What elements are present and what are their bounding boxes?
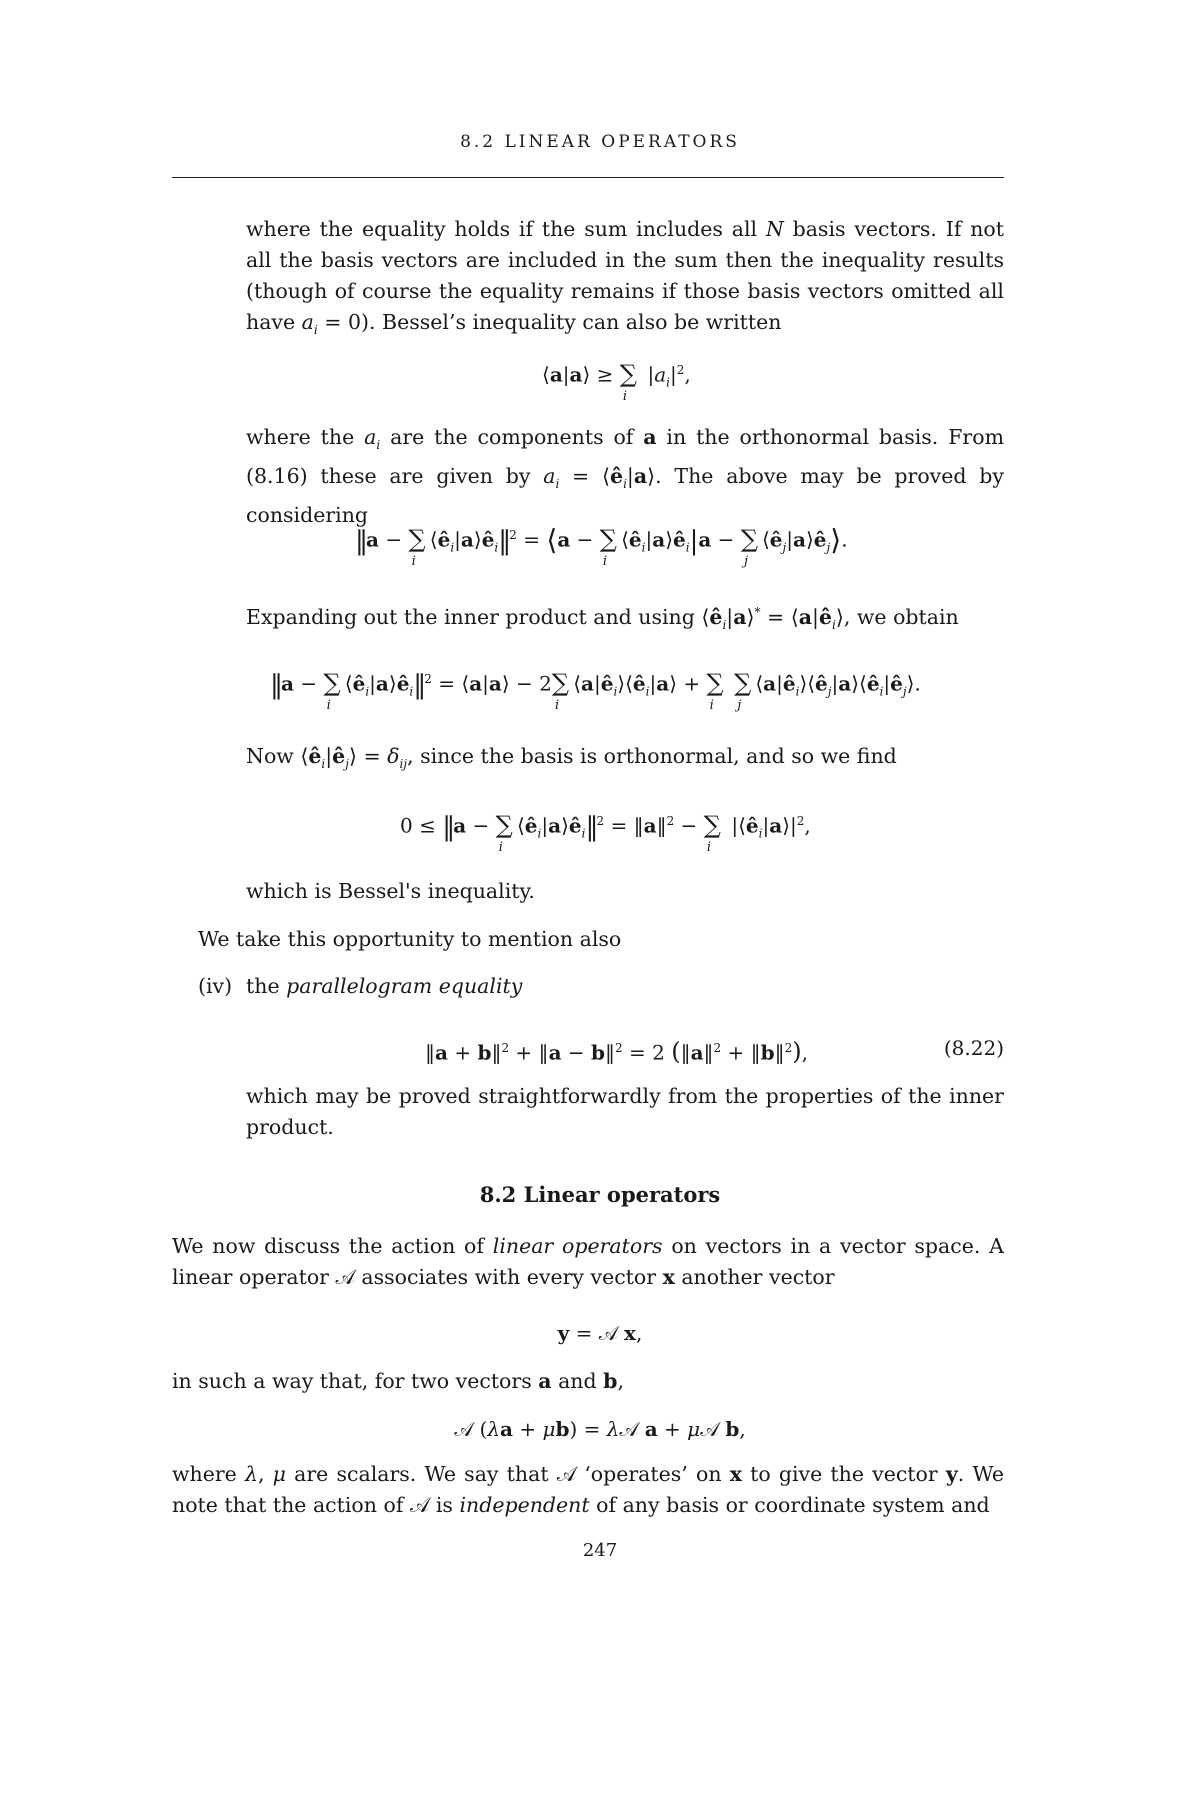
paragraph-orthonormal: Now $⟨ê_i|ê_j⟩ = \delta_{ij}$, since the basis is orthonormal, and so we find: [246, 744, 897, 772]
running-head: 8.2 LINEAR OPERATORS: [460, 132, 740, 152]
header-rule: [172, 177, 1004, 178]
paragraph-mention: We take this opportunity to mention also: [198, 927, 622, 951]
paragraph-equality: where the equality holds if the sum includes all N basis vectors. If not all the basis vectors are included in the sum then the inequality results (though of course the equality remains if those basis vectors omitted all have $a_i = 0$). Bessel’s inequality can also be written: [246, 217, 1004, 338]
page-number: 247: [582, 1540, 618, 1561]
equation-number: (8.22): [943, 1036, 1004, 1060]
list-item-parallelogram: the parallelogram equality: [246, 974, 523, 998]
equation-y-def: y = 𝒜 x,: [557, 1321, 643, 1345]
paragraph-components: where the $a_i$ are the components of a in the orthonormal basis. From (8.16) these are given by $a_i$ = $⟨ê_i|a⟩$. The above may be proved by considering: [246, 425, 1005, 528]
paragraph-bessel-conclusion: which is Bessel's inequality.: [246, 879, 535, 903]
paragraph-expanding: Expanding out the inner product and using $⟨ê_i|a⟩^*$ = $⟨a|ê_i⟩$, we obtain: [246, 604, 959, 632]
equation-expansion: ‖a − $\sum_i⟨ê_i|a⟩ê_i‖^2$ = ⟨a|a⟩ − $2\sum_i⟨a|ê_i⟩⟨ê_i|a⟩ + \sum_i$ $\sum_j⟨a|ê_i⟩⟨ê_j|a⟩⟨ê_i|ê_j⟩$.: [270, 668, 921, 713]
paragraph-scalars: where λ, μ are scalars. We say that 𝒜 ‘operates’ on x to give the vector y. We note that the action of 𝒜 is independent of any basis or coordinate system and: [172, 1462, 1004, 1517]
paragraph-linear-operators: We now discuss the action of linear operators on vectors in a vector space. A linear operator 𝒜 associates with every vector x another vector: [172, 1234, 1004, 1289]
equation-norm-definition: ‖a − $\sum_i⟨ê_i|a⟩ê_i‖^2$ = ⟨a − $\sum_i⟨ê_i|a⟩ê_i|a$ − $\sum_j⟨ê_j|a⟩ê_j⟩$.: [355, 523, 848, 569]
paragraph-proof-note: which may be proved straightforwardly from the properties of the inner product.: [246, 1084, 1004, 1139]
list-item-label: (iv): [198, 974, 233, 998]
equation-bessel: ⟨a|a⟩ ≥ $\sum_i$ $|a_i|^2$,: [542, 359, 691, 404]
equation-parallelogram: ‖a + b‖$^2$ + ‖a − b‖$^2$ = 2 (‖a‖$^2$ + ‖b‖$^2$),: [425, 1037, 809, 1066]
paragraph-two-vectors: in such a way that, for two vectors a and b,: [172, 1369, 625, 1393]
equation-result: 0 ≤ ‖a − $\sum_i⟨ê_i|a⟩ê_i‖^2$ = ‖a‖$^2$ − $\sum_i$ $|⟨ê_i|a⟩|^2$,: [400, 810, 811, 855]
equation-linearity: 𝒜 (λa + μb) = λ𝒜 a + μ𝒜 b,: [454, 1417, 746, 1441]
section-title: 8.2 Linear operators: [479, 1182, 721, 1207]
